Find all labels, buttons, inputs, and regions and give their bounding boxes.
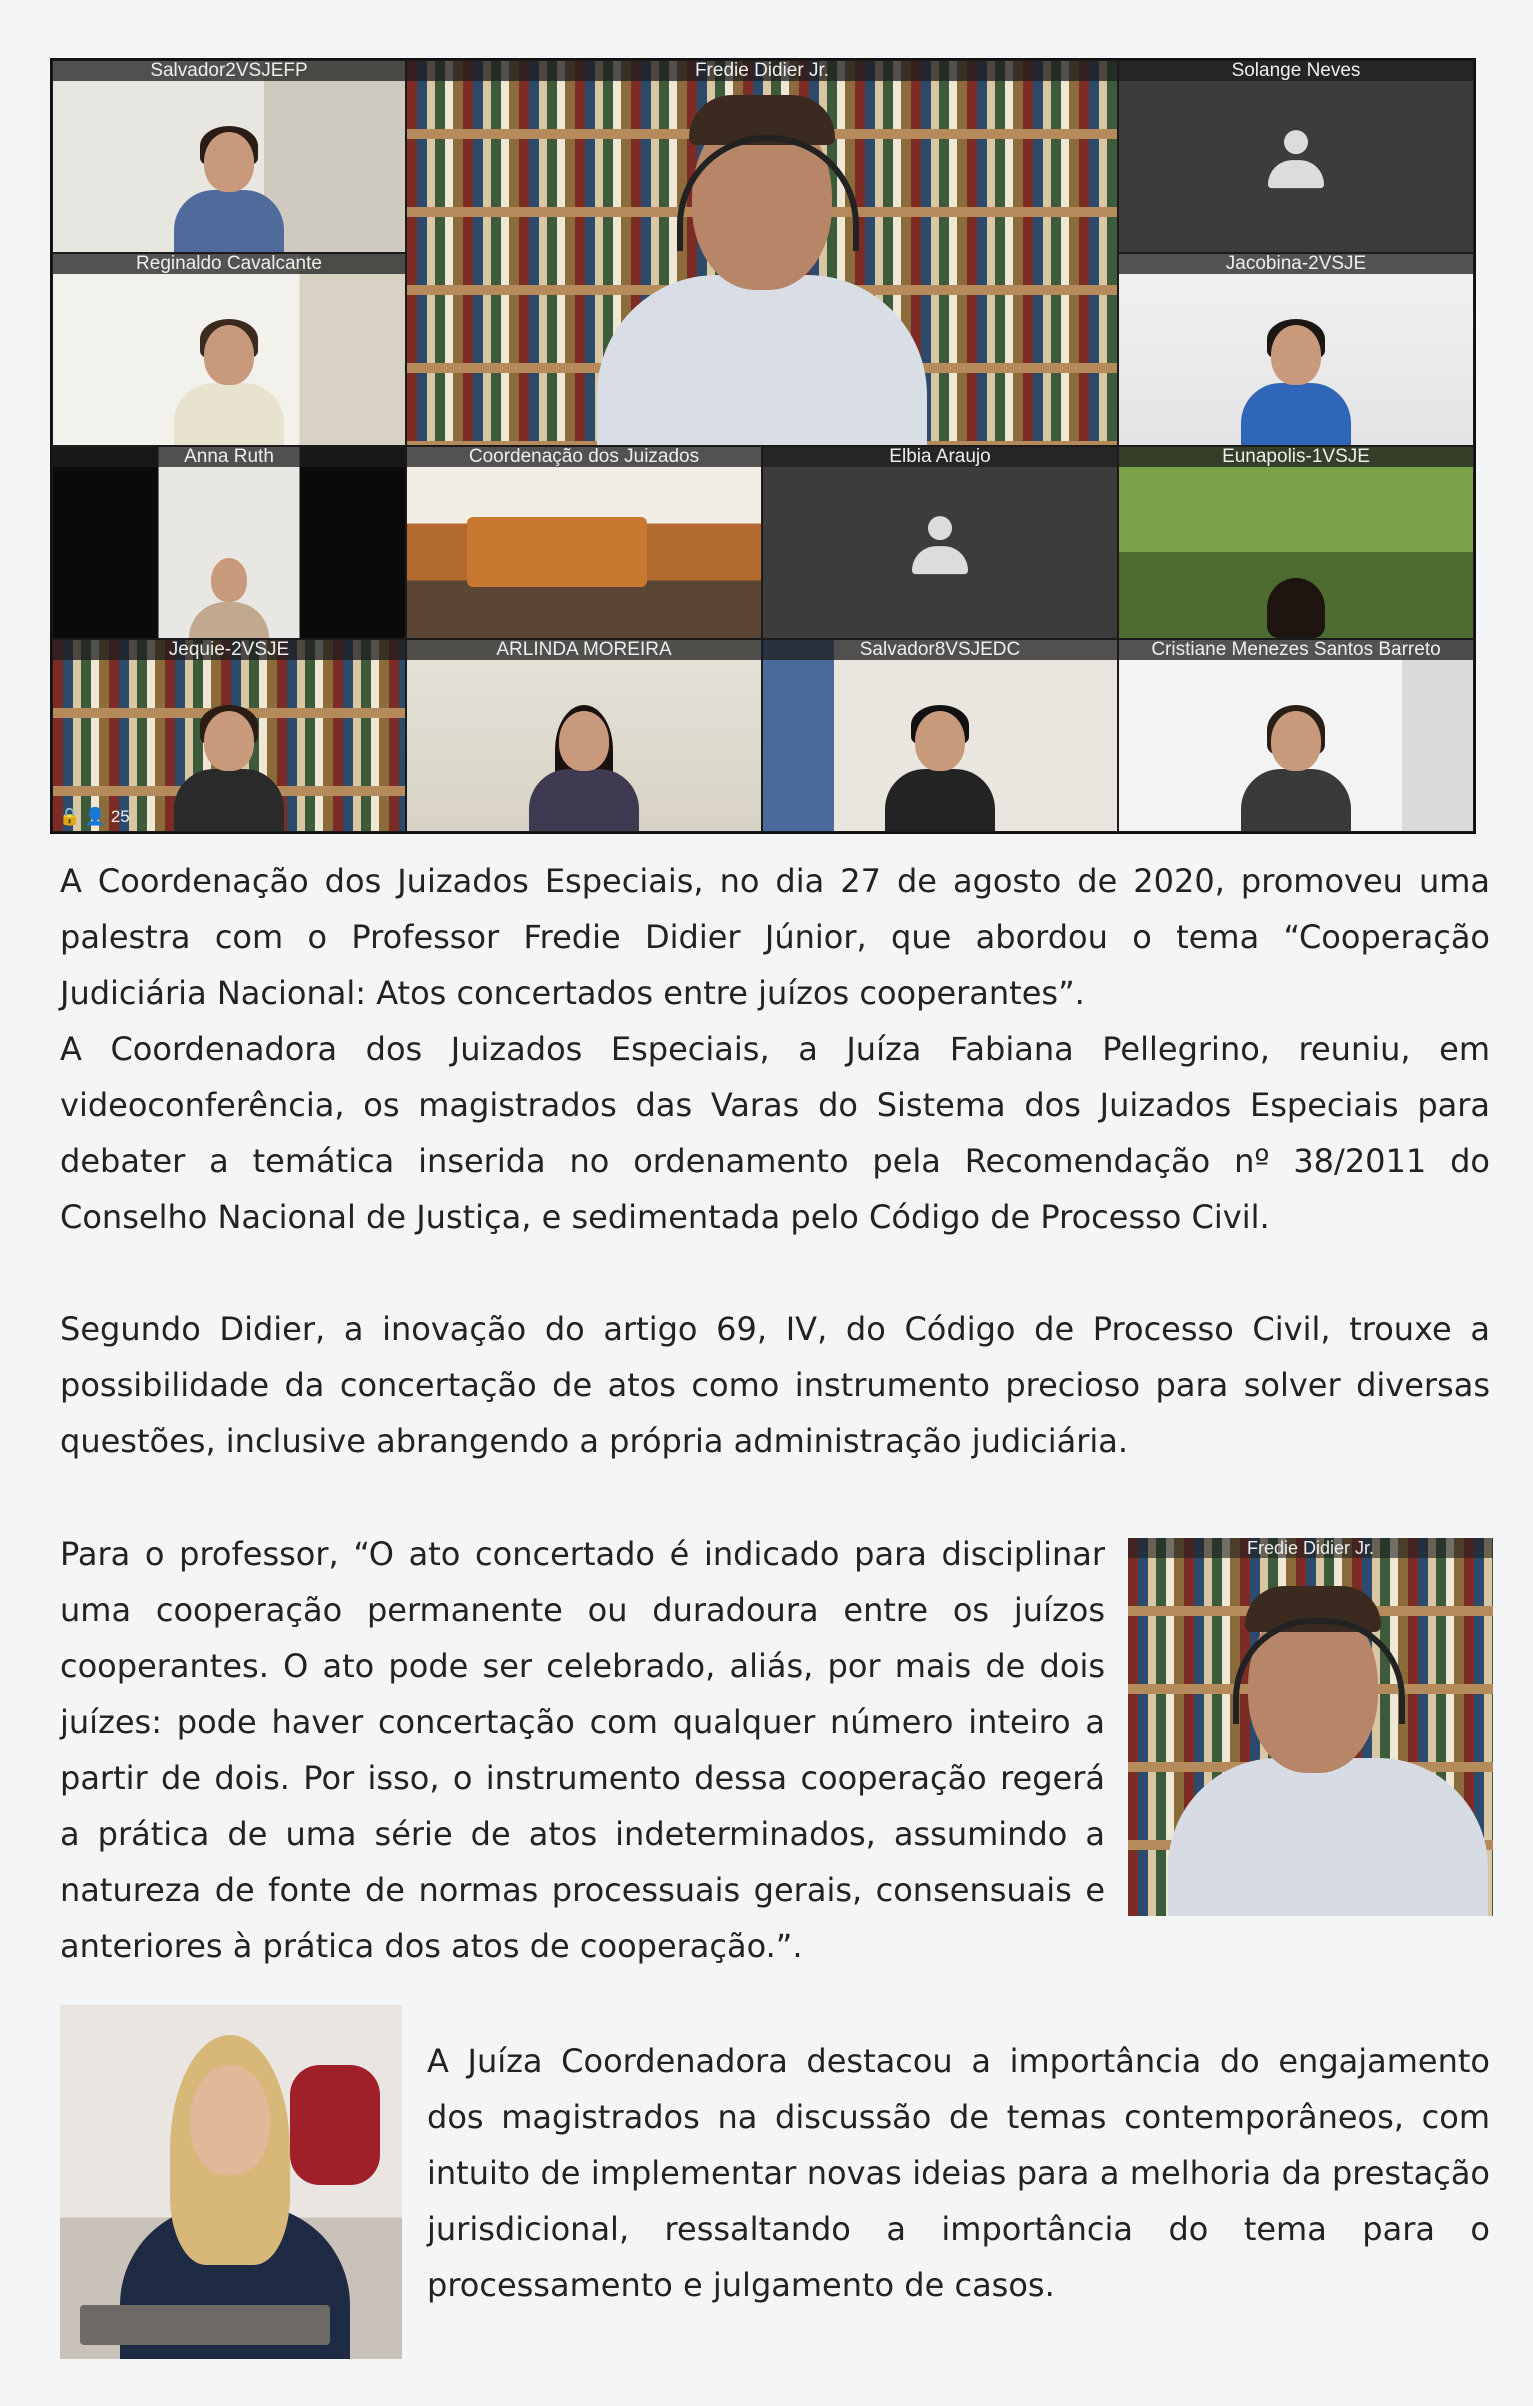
participant-name: ARLINDA MOREIRA [407,640,761,660]
participant-tile [1118,446,1474,639]
participants-icon: 👤 [84,807,107,826]
participant-tile [1118,60,1474,253]
participant-name: Salvador2VSJEFP [53,61,405,81]
participant-name: Jacobina-2VSJE [1119,254,1473,274]
participant-tile [52,60,406,253]
participant-name: Salvador8VSJEDC [763,640,1117,660]
article-paragraph-2: A Coordenadora dos Juizados Especiais, a Juíza Fabiana Pellegrino, reuniu, em videoconferência, os magistrados das Varas do Sistema dos Juizados Especiais para debater a temática inserida no ordenamento pela Recomendação nº 38/2011 do Conselho Nacional de Justiça, e sedimentada pelo Código de Processo Civil. [60,1030,1490,1236]
participant-name: Anna Ruth [53,447,405,467]
participant-name: Coordenação dos Juizados [407,447,761,467]
lock-icon: 🔒 [59,807,81,826]
photo-caption: Fredie Didier Jr. [1128,1538,1493,1558]
user-avatar-icon [910,516,970,580]
participant-video [1241,711,1351,831]
participant-tile [52,446,406,639]
participant-tile [52,253,406,446]
participant-count: 25 [110,807,130,826]
participant-video [885,711,995,831]
judge-photo [60,2005,402,2359]
article-paragraph-1: A Coordenação dos Juizados Especiais, no dia 27 de agosto de 2020, promoveu uma palestra com o Professor Fredie Didier Júnior, que abordou o tema “Cooperação Judiciária Nacional: Atos concertados entre juízos cooperantes”. [60,862,1490,1012]
participant-name: Solange Neves [1119,61,1473,81]
participant-video [174,325,284,445]
participant-video [189,558,269,638]
participant-video [529,711,639,831]
participant-name: Fredie Didier Jr. [407,61,1117,81]
participant-tile [762,639,1118,832]
participant-tile [406,446,762,639]
participant-tile [406,639,762,832]
participant-tile [52,639,406,832]
participant-video [1241,325,1351,445]
article-paragraph-3: Segundo Didier, a inovação do artigo 69, IV, do Código de Processo Civil, trouxe a possibilidade da concertação de atos como instrumento precioso para solver diversas questões, inclusive abrangendo a própria administração judiciária. [60,1310,1490,1460]
participant-tile [762,446,1118,639]
participant-name: Reginaldo Cavalcante [53,254,405,274]
participant-video [174,132,284,252]
meeting-status-bar [59,807,130,827]
participant-name: Eunapolis-1VSJE [1119,447,1473,467]
participant-name: Jequie-2VSJE [53,640,405,660]
participant-name: Elbia Araujo [763,447,1117,467]
user-avatar-icon [1266,130,1326,194]
participant-tile [1118,253,1474,446]
speaker-video [597,75,927,445]
speaker-photo [1128,1538,1493,1916]
participant-video [1251,578,1341,638]
participant-tile-speaker [406,60,1118,446]
video-conference-screenshot [50,58,1476,834]
meeting-table [467,517,647,587]
participant-tile [1118,639,1474,832]
participant-video [174,711,284,831]
participant-name: Cristiane Menezes Santos Barreto [1119,640,1473,660]
article-paragraph-4: Para o professor, “O ato concertado é indicado para disciplinar uma cooperação permanente ou duradoura entre os juízos cooperantes. O ato pode ser celebrado, aliás, por mais de dois juízes: pode haver concertação com qualquer número inteiro a partir de dois. Por isso, o instrumento dessa cooperação regerá a prática de uma série de atos indeterminados, assumindo a natureza de fonte de normas processuais gerais, consensuais e anteriores à prática dos atos de cooperação.”. [60,1535,1105,1965]
article-paragraph-5: A Juíza Coordenadora destacou a importância do engajamento dos magistrados na discussão de temas contemporâneos, com intuito de implementar novas ideias para a melhoria da prestação jurisdicional, ressaltando a importância do tema para o processamento e julgamento de casos. [427,2042,1490,2304]
